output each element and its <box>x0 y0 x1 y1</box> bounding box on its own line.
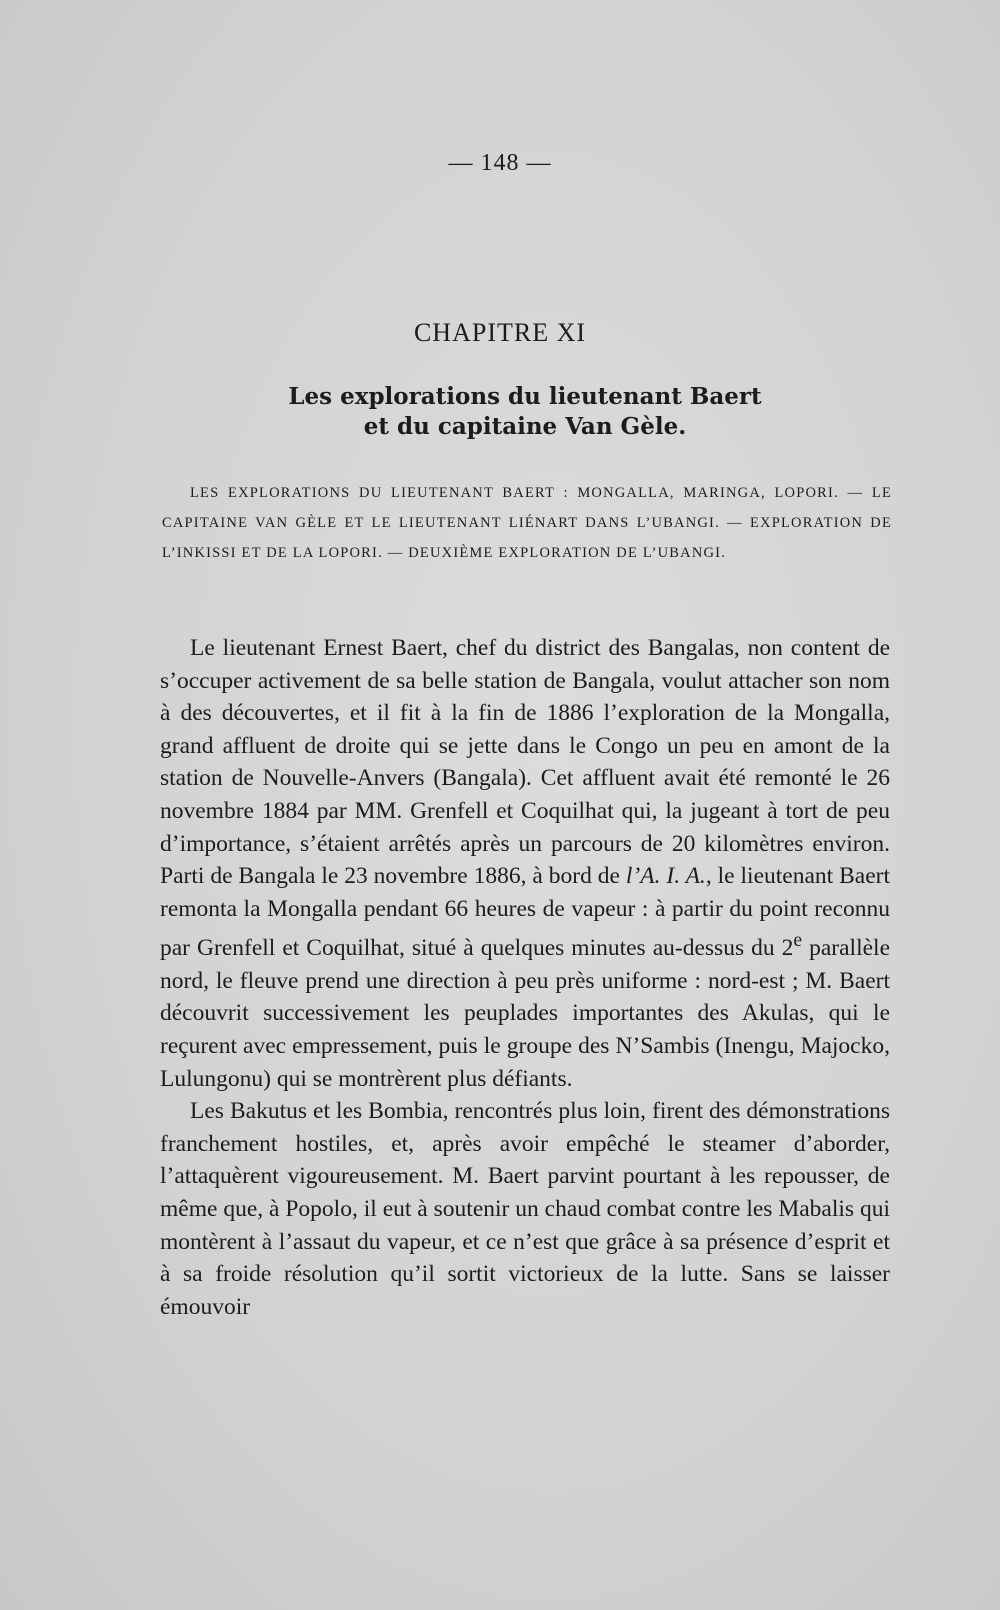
chapter-heading: CHAPITRE XI <box>413 318 587 347</box>
page-number: — 148 — <box>448 150 552 176</box>
paragraph-1-italic-ship-name: l’A. I. A. <box>625 863 706 890</box>
chapter-title-line-1: Les explorations du lieutenant Baert <box>288 383 762 410</box>
paragraph-1 <box>160 632 890 1095</box>
paragraph-1-text-c: parallèle nord, le fleuve prend une direction à peu près uniforme : nord-est ; M. Baert découvrit successivement les peuplades importantes des Akulas, qui le reçurent avec empressement, puis le groupe des N’Sambis (Inengu, Majocko, Lulungonu) qui se montrèrent plus défiants. <box>160 935 890 1092</box>
chapter-title-line-2: et du capitaine Van Gèle. <box>363 413 687 440</box>
chapter-summary <box>162 478 892 568</box>
body-text <box>160 632 890 1323</box>
paragraph-1-text-a: Le lieutenant Ernest Baert, chef du district des Bangalas, non content de s’occuper activement de sa belle station de Bangala, voulut attacher son nom à des découvertes, et il fit à la fin de 1886 l’exploration de la Mongalla, grand affluent de droite qui se jette dans le Congo un peu en amont de la station de Nouvelle-Anvers (Bangala). Cet affluent avait été remonté le 26 novembre 1884 par MM. Grenfell et Coquilhat qui, la jugeant à tort de peu d’importance, s’étaient arrêtés après un parcours de 20 kilomètres environ. Parti de Bangala le 23 novembre 1886, à bord de <box>160 635 890 890</box>
paragraph-2: Les Bakutus et les Bombia, rencontrés plus loin, firent des démonstrations franchement hostiles, et, après avoir empêché le steamer d’aborder, l’attaquèrent vigoureusement. M. Baert parvint pourtant à les repousser, de même que, à Popolo, il eut à soutenir un chaud combat contre les Mabalis qui montèrent à l’assaut du vapeur, et ce n’est que grâce à sa présence d’esprit et à sa froide résolution qu’il sortit victorieux de la lutte. Sans se laisser émouvoir <box>160 1098 890 1320</box>
chapter-summary-text: LES EXPLORATIONS DU LIEUTENANT BAERT : MONGALLA, MARINGA, LOPORI. — LE CAPITAINE VAN GÈLE ET LE LIEUTENANT LIÉNART DANS L’UBANGI. — EXPLORATION DE L’INKISSI ET DE LA LOPORI. — DEUXIÈME EXPLORATION DE L’UBANGI. <box>162 485 892 561</box>
paragraph-1-text-b: , le lieutenant Baert remonta la Mongalla pendant 66 heures de vapeur : à partir du point reconnu par Grenfell et Coquilhat, situé à quelques minutes au-dessus du 2 <box>160 863 890 962</box>
chapter-title <box>0 382 1000 442</box>
paragraph-1-superscript: e <box>793 930 803 952</box>
